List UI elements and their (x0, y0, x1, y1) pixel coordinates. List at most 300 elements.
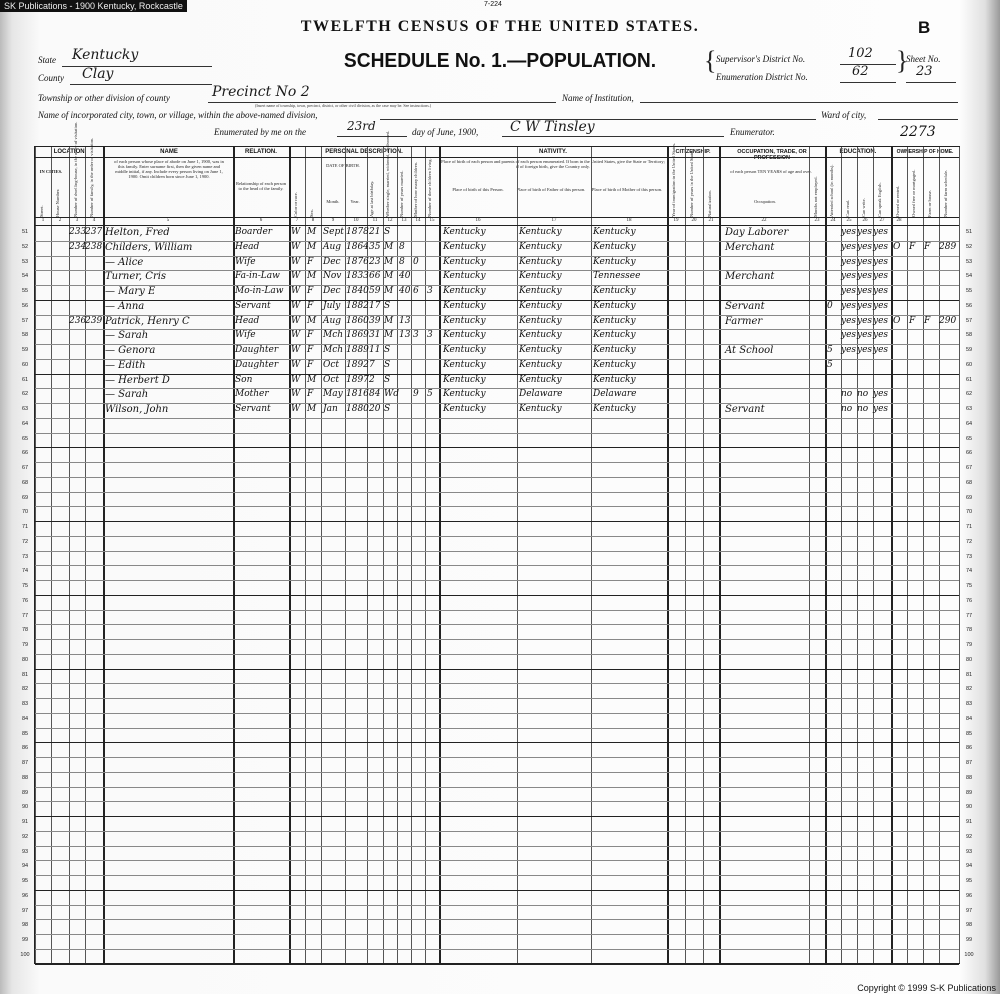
left-brace: { (704, 46, 717, 75)
row-rule (35, 639, 959, 640)
entry-color: W (291, 330, 301, 341)
line-number: 91 (21, 819, 29, 825)
institution-underline (640, 102, 958, 103)
entry-bf: Kentucky (519, 256, 562, 267)
entry-yrs-married: 40 (399, 286, 411, 296)
entry-english: yes (873, 241, 889, 252)
line-number: 53 (21, 258, 29, 265)
line-number: 70 (965, 509, 973, 516)
entry-english: yes (873, 286, 889, 296)
group-personal: PERSONAL DESCRIPTION. (325, 149, 403, 155)
line-number: 62 (965, 391, 973, 398)
entry-name: Childers, William (105, 241, 193, 253)
row-rule (35, 713, 959, 714)
copyright: Copyright © 1999 S-K Publications (857, 983, 996, 993)
line-number: 55 (21, 288, 29, 294)
row-rule (35, 698, 959, 699)
can-write-header: Can write. (861, 198, 866, 217)
line-number: 65 (21, 435, 29, 442)
line-number: 79 (21, 642, 29, 648)
line-number: 77 (965, 612, 973, 619)
entry-month: Mch (323, 345, 344, 355)
column-number: 28 (896, 218, 902, 223)
line-number: 86 (21, 745, 29, 752)
entry-color: W (291, 359, 301, 370)
row-rule (35, 801, 959, 802)
line-number: 82 (965, 686, 973, 693)
entry-bp: Kentucky (443, 374, 486, 385)
line-number: 68 (21, 479, 29, 486)
entry-marital: M (384, 286, 394, 296)
entry-month: May (323, 389, 343, 400)
county-value: Clay (82, 66, 114, 82)
entry-age: 20 (369, 404, 381, 414)
column-number: 25 (846, 218, 852, 223)
column-number: 12 (387, 218, 393, 223)
line-number: 51 (21, 229, 29, 235)
entry-sex: F (307, 286, 314, 296)
entry-bp: Kentucky (443, 241, 486, 252)
entry-family: 237 (85, 227, 103, 237)
line-number: 66 (965, 450, 973, 457)
entry-month: Nov (323, 271, 342, 282)
line-number: 75 (21, 583, 29, 589)
entry-bf: Kentucky (519, 374, 562, 385)
line-number: 79 (965, 642, 973, 648)
entry-sex: M (307, 315, 317, 326)
entry-age: 31 (369, 330, 381, 341)
column-number: 20 (691, 218, 697, 223)
entry-bp: Kentucky (443, 404, 486, 414)
entry-name: — Sarah (105, 330, 149, 342)
line-number: 54 (21, 273, 29, 280)
color-header: Color or race. (293, 192, 298, 217)
column-number: 4 (92, 218, 96, 223)
entry-marital: M (384, 256, 394, 267)
entry-bp: Kentucky (443, 330, 486, 341)
line-number: 74 (965, 568, 973, 575)
year-header: Year. (350, 199, 360, 204)
line-number: 96 (965, 892, 973, 899)
entry-color: W (291, 300, 301, 311)
entry-month: Aug (323, 315, 342, 326)
entry-bf: Kentucky (519, 300, 562, 311)
row-rule (35, 610, 959, 611)
entry-mother-of: 6 (413, 286, 419, 296)
entry-year: 1833 (346, 271, 369, 282)
entry-year: 1889 (346, 345, 369, 355)
entry-bf: Kentucky (519, 404, 562, 414)
row-rule (35, 536, 959, 537)
state-value: Kentucky (72, 47, 139, 63)
entry-english: yes (873, 271, 889, 282)
entry-sched: 289 (939, 241, 957, 252)
entry-month: Jan (323, 404, 338, 414)
entry-occupation: Servant (725, 404, 765, 415)
entry-relation: Fa-in-Law (235, 271, 280, 282)
entry-relation: Mother (235, 389, 269, 400)
entry-read: no (841, 389, 853, 400)
line-number: 100 (20, 951, 30, 958)
entry-sex: M (307, 374, 317, 385)
line-number: 76 (965, 597, 973, 604)
column-rule (959, 147, 960, 963)
entry-month: Mch (323, 330, 344, 341)
marital-header: Whether single, married, widowed, or divorced. (385, 130, 390, 217)
group-ownership: OWNERSHIP OF HOME. (896, 149, 954, 155)
enumeration-label: Enumeration District No. (716, 72, 808, 82)
line-number: 98 (21, 922, 29, 929)
line-number: 93 (21, 848, 29, 855)
line-number: 74 (21, 568, 29, 575)
entry-free: F (909, 315, 916, 326)
column-number: 11 (372, 218, 378, 223)
entry-dwelling: 236 (69, 315, 87, 326)
line-number: 99 (21, 937, 29, 943)
relation-header: Relationship of each person to the head of the family. (235, 181, 287, 191)
dob-header: DATE OF BIRTH. (326, 163, 360, 168)
group-name: NAME (160, 149, 178, 155)
entry-marital: M (384, 315, 394, 326)
day-underline (337, 136, 407, 137)
months-unemployed-header: Months not employed. (813, 176, 818, 217)
occupation-subheader: Occupation. (754, 199, 776, 204)
line-number: 71 (21, 524, 29, 530)
line-number: 58 (965, 332, 973, 339)
row-rule (35, 949, 959, 950)
column-number: 16 (475, 218, 481, 223)
entry-english: yes (873, 345, 889, 355)
column-number: 9 (331, 218, 335, 223)
city-label: Name of incorporated city, town, or village, within the above-named division, (38, 110, 318, 120)
row-rule (35, 831, 959, 832)
row-rule (35, 418, 959, 419)
line-number: 73 (965, 553, 973, 560)
entry-school: 5 (827, 345, 833, 355)
publisher-banner: SK Publications - 1900 Kentucky, Rockcastle (0, 0, 187, 12)
column-number: 15 (429, 218, 435, 223)
row-rule (35, 551, 959, 552)
header-rule (35, 225, 959, 226)
entry-bf: Delaware (519, 389, 563, 400)
entry-occupation: Merchant (725, 271, 775, 283)
supervisor-label: Supervisor's District No. (716, 54, 806, 64)
column-number: 21 (708, 218, 714, 223)
line-number: 90 (965, 804, 973, 811)
entry-read: yes (841, 330, 857, 341)
entry-relation: Servant (235, 404, 271, 414)
row-rule (35, 772, 959, 773)
entry-age: 23 (369, 256, 381, 267)
entry-english: yes (873, 315, 889, 326)
line-number: 57 (21, 317, 29, 324)
entry-relation: Head (235, 241, 260, 252)
line-number: 61 (21, 376, 29, 383)
entry-year: 1816 (346, 389, 369, 400)
line-number: 62 (21, 391, 29, 398)
right-brace: } (896, 46, 909, 75)
children-living-header: Number of these children living. (427, 158, 432, 217)
row-rule (35, 683, 959, 684)
entry-english: yes (873, 404, 889, 414)
entry-relation: Head (235, 315, 260, 326)
entry-bp: Kentucky (443, 286, 486, 296)
entry-living: 3 (427, 330, 433, 341)
line-number: 70 (21, 509, 29, 516)
entry-marital: M (384, 241, 394, 252)
line-number: 64 (21, 420, 29, 427)
entry-marital: S (384, 300, 391, 311)
line-number: 99 (965, 937, 973, 943)
row-rule (35, 447, 959, 448)
entry-color: W (291, 241, 301, 252)
line-number: 85 (21, 730, 29, 737)
row-rule (35, 964, 959, 965)
line-number: 65 (965, 435, 973, 442)
entry-month: Aug (323, 241, 342, 252)
line-number: 56 (21, 302, 29, 309)
row-rule (35, 860, 959, 861)
group-occupation: OCCUPATION, TRADE, OR PROFESSION (737, 149, 807, 161)
june-label: day of June, 1900, (412, 127, 479, 137)
entry-sched: 290 (939, 315, 957, 326)
row-rule (35, 787, 959, 788)
entry-living: 3 (427, 286, 433, 296)
entry-color: W (291, 345, 301, 355)
row-rule (35, 905, 959, 906)
row-rule (35, 595, 959, 596)
entry-marital: Wd (384, 389, 400, 400)
entry-age: 84 (369, 389, 381, 400)
line-number: 63 (21, 406, 29, 412)
entry-read: yes (841, 227, 857, 237)
entry-relation: Boarder (235, 227, 273, 237)
entry-occupation: At School (725, 345, 774, 356)
line-number: 51 (965, 229, 973, 235)
family-number-header: Number of family, in the order of visitation. (89, 137, 94, 217)
entry-bm: Kentucky (593, 256, 636, 267)
line-number: 95 (965, 878, 973, 884)
farm-house-header: Farm or house. (927, 189, 932, 217)
entry-bp: Kentucky (443, 227, 486, 237)
entry-marital: M (384, 330, 394, 341)
entry-bm: Kentucky (593, 330, 636, 341)
entry-read: yes (841, 300, 857, 311)
entry-month: July (323, 300, 341, 311)
column-number: 17 (551, 218, 557, 223)
census-title: TWELFTH CENSUS OF THE UNITED STATES. (300, 18, 700, 35)
line-number: 98 (965, 922, 973, 929)
birth-person-header: Place of birth of this Person. (452, 187, 504, 192)
entry-name: Wilson, John (105, 404, 169, 415)
entry-bp: Kentucky (443, 300, 486, 311)
entry-year: 1878 (346, 227, 369, 237)
entry-family: 238 (85, 241, 103, 252)
line-number: 56 (965, 302, 973, 309)
entry-read: no (841, 404, 853, 414)
entry-name: — Genora (105, 345, 156, 356)
line-number: 69 (21, 494, 29, 501)
line-number: 52 (965, 243, 973, 250)
line-number: 72 (21, 538, 29, 545)
line-number: 60 (965, 361, 973, 368)
entry-dwelling: 233 (69, 227, 87, 237)
county-underline (70, 84, 212, 85)
entry-bp: Kentucky (443, 359, 486, 370)
column-number: 23 (814, 218, 820, 223)
entry-month: Dec (323, 286, 341, 296)
row-rule (35, 433, 959, 434)
column-number: 13 (401, 218, 407, 223)
entry-color: W (291, 271, 301, 282)
sex-header: Sex. (309, 209, 314, 217)
entry-yrs-married: 13 (399, 315, 411, 326)
line-number: 77 (21, 612, 29, 619)
line-number: 67 (965, 465, 973, 471)
entry-bf: Kentucky (519, 241, 562, 252)
line-number: 89 (21, 789, 29, 796)
group-education: EDUCATION. (839, 149, 877, 155)
column-number: 2 (58, 218, 62, 223)
years-in-us-header: Number of years in the United States. (689, 149, 694, 217)
row-rule (35, 919, 959, 920)
entry-bp: Kentucky (443, 389, 486, 400)
column-number: 14 (415, 218, 421, 223)
line-number: 92 (21, 833, 29, 840)
column-number: 22 (761, 218, 767, 223)
sheet-label: Sheet No. (906, 54, 941, 64)
enumeration-value: 62 (852, 64, 869, 79)
row-rule (35, 477, 959, 478)
row-rule (35, 934, 959, 935)
line-number: 100 (964, 951, 974, 958)
enumerator-underline (502, 136, 724, 137)
farm-schedule-header: Number of farm schedule. (943, 169, 948, 217)
entry-bf: Kentucky (519, 315, 562, 326)
row-rule (35, 565, 959, 566)
city-underline (380, 119, 816, 120)
line-number: 87 (965, 760, 973, 766)
entry-yrs-married: 40 (399, 271, 411, 282)
line-number: 60 (21, 361, 29, 368)
entry-bf: Kentucky (519, 330, 562, 341)
entry-owned: O (893, 315, 901, 326)
entry-bf: Kentucky (519, 286, 562, 296)
entry-school: 5 (827, 359, 833, 370)
entry-relation: Wife (235, 330, 256, 341)
line-number: 81 (965, 671, 973, 678)
entry-bm: Kentucky (593, 315, 636, 326)
line-number: 92 (965, 833, 973, 840)
row-rule (35, 890, 959, 891)
entry-year: 1882 (346, 300, 369, 311)
mother-of-header: Mother of how many children. (413, 161, 418, 217)
entry-marital: M (384, 271, 394, 282)
owned-rented-header: Owned or rented. (895, 185, 900, 217)
entry-year: 1860 (346, 315, 369, 326)
entry-color: W (291, 404, 301, 414)
entry-sex: F (307, 359, 314, 370)
entry-relation: Mo-in-Law (235, 286, 284, 296)
entry-bm: Kentucky (593, 300, 636, 311)
years-married-header: Number of years married. (399, 170, 404, 217)
entry-year: 1892 (346, 359, 369, 370)
entry-bm: Kentucky (593, 345, 636, 355)
column-number: 1 (41, 218, 45, 223)
column-number: 26 (862, 218, 868, 223)
entry-read: yes (841, 256, 857, 267)
entry-name: — Herbert D (105, 374, 170, 386)
line-number: 87 (21, 760, 29, 766)
schedule-title: SCHEDULE No. 1.—POPULATION. (343, 50, 657, 72)
row-rule (35, 624, 959, 625)
entry-family: 239 (85, 315, 103, 326)
line-number: 78 (965, 627, 973, 634)
row-rule (35, 742, 959, 743)
line-number: 97 (21, 907, 29, 914)
row-rule (35, 875, 959, 876)
entry-name: — Edith (105, 359, 146, 371)
column-number: 18 (626, 218, 632, 223)
entry-bf: Kentucky (519, 271, 562, 282)
line-number: 80 (21, 656, 29, 663)
line-number: 54 (965, 273, 973, 280)
line-number: 53 (965, 258, 973, 265)
day-value: 23rd (347, 119, 376, 133)
line-number: 59 (21, 347, 29, 353)
column-number: 3 (75, 218, 79, 223)
entry-sex: M (307, 227, 317, 237)
entry-living: 5 (427, 389, 433, 400)
entry-month: Dec (323, 256, 341, 267)
column-number: 10 (353, 218, 359, 223)
entry-sex: M (307, 271, 317, 282)
line-number: 68 (965, 479, 973, 486)
entry-english: yes (873, 256, 889, 267)
entry-relation: Daughter (235, 345, 279, 355)
entry-bm: Delaware (593, 389, 637, 400)
enumerated-label: Enumerated by me on the (214, 127, 306, 137)
entry-english: yes (873, 389, 889, 400)
entry-color: W (291, 227, 301, 237)
row-rule (35, 506, 959, 507)
ward-underline (878, 119, 958, 120)
entry-write: yes (857, 286, 873, 296)
month-header: Month. (326, 199, 340, 204)
entry-dwelling: 234 (69, 241, 87, 252)
entry-relation: Son (235, 374, 253, 385)
entry-farm: F (924, 315, 931, 326)
page-stamp: 2273 (900, 124, 936, 140)
entry-bm: Kentucky (593, 227, 636, 237)
entry-marital: S (384, 359, 391, 370)
row-rule (35, 846, 959, 847)
entry-name: — Anna (105, 300, 145, 312)
line-number: 66 (21, 450, 29, 457)
birth-father-header: Place of birth of Father of this person. (516, 187, 586, 192)
entry-sex: F (307, 256, 314, 267)
can-read-header: Can read. (845, 199, 850, 217)
group-nativity: NATIVITY. (539, 149, 567, 155)
entry-write: yes (857, 227, 873, 237)
entry-year: 1876 (346, 256, 369, 267)
entry-mother-of: 9 (413, 389, 419, 400)
entry-age: 7 (369, 359, 375, 370)
line-number: 84 (21, 715, 29, 722)
township-label: Township or other division of county (38, 93, 170, 103)
line-number: 85 (965, 730, 973, 737)
line-number: 61 (965, 376, 973, 383)
